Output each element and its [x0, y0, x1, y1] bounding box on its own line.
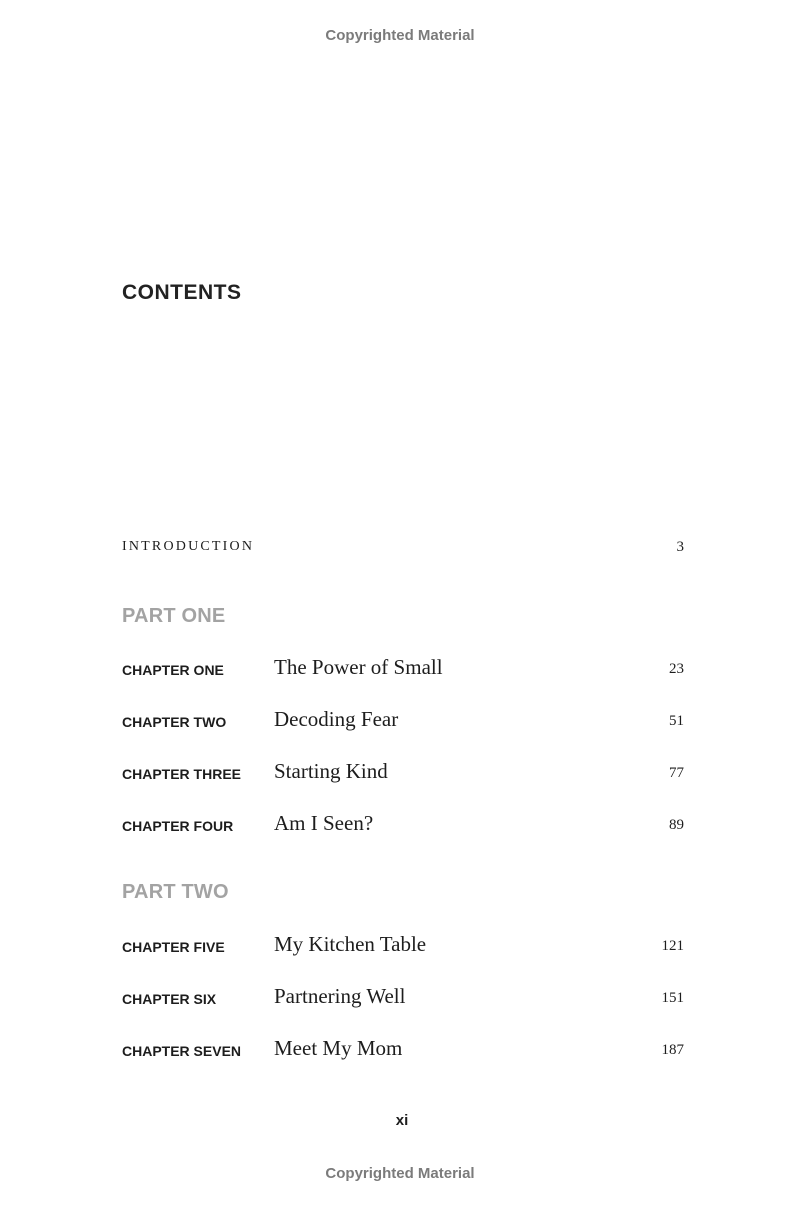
part-one-heading: PART ONE [122, 605, 226, 627]
chapter-number: CHAPTER THREE [122, 766, 242, 782]
page-title: CONTENTS [122, 281, 242, 304]
chapter-page-number: 51 [669, 713, 684, 729]
chapter-number: CHAPTER FOUR [122, 818, 234, 834]
chapter-title: Decoding Fear [274, 707, 399, 731]
copyright-notice-bottom: Copyrighted Material [325, 1165, 475, 1182]
chapter-title: My Kitchen Table [274, 932, 427, 956]
chapter-number: CHAPTER SEVEN [122, 1043, 242, 1059]
chapter-number: CHAPTER ONE [122, 662, 224, 678]
introduction-page-number: 3 [676, 539, 684, 555]
introduction-label: INTRODUCTION [122, 539, 255, 554]
chapter-page-number: 89 [669, 817, 684, 833]
toc-entry-chapter-one[interactable] [122, 655, 684, 685]
toc-entry-chapter-seven[interactable] [122, 1036, 684, 1066]
toc-entry-chapter-two[interactable] [122, 707, 684, 737]
chapter-page-number: 23 [669, 661, 684, 677]
toc-entry-chapter-six[interactable] [122, 984, 684, 1014]
chapter-number: CHAPTER FIVE [122, 939, 225, 955]
toc-entry-introduction[interactable] [122, 539, 684, 561]
chapter-page-number: 151 [661, 990, 684, 1006]
chapter-title: Starting Kind [274, 759, 388, 783]
chapter-page-number: 187 [661, 1042, 684, 1058]
chapter-page-number: 77 [669, 765, 684, 781]
part-two-heading: PART TWO [122, 881, 229, 903]
toc-entry-chapter-four[interactable] [122, 811, 684, 841]
copyright-notice-top: Copyrighted Material [325, 27, 475, 44]
chapter-title: Partnering Well [274, 984, 406, 1008]
chapter-title: The Power of Small [274, 655, 443, 679]
toc-entry-chapter-three[interactable] [122, 759, 684, 789]
chapter-title: Am I Seen? [274, 811, 374, 835]
chapter-title: Meet My Mom [274, 1036, 403, 1060]
toc-entry-chapter-five[interactable] [122, 932, 684, 962]
chapter-number: CHAPTER TWO [122, 714, 227, 730]
chapter-number: CHAPTER SIX [122, 991, 217, 1007]
page-number: xi [395, 1112, 409, 1129]
chapter-page-number: 121 [661, 938, 684, 954]
